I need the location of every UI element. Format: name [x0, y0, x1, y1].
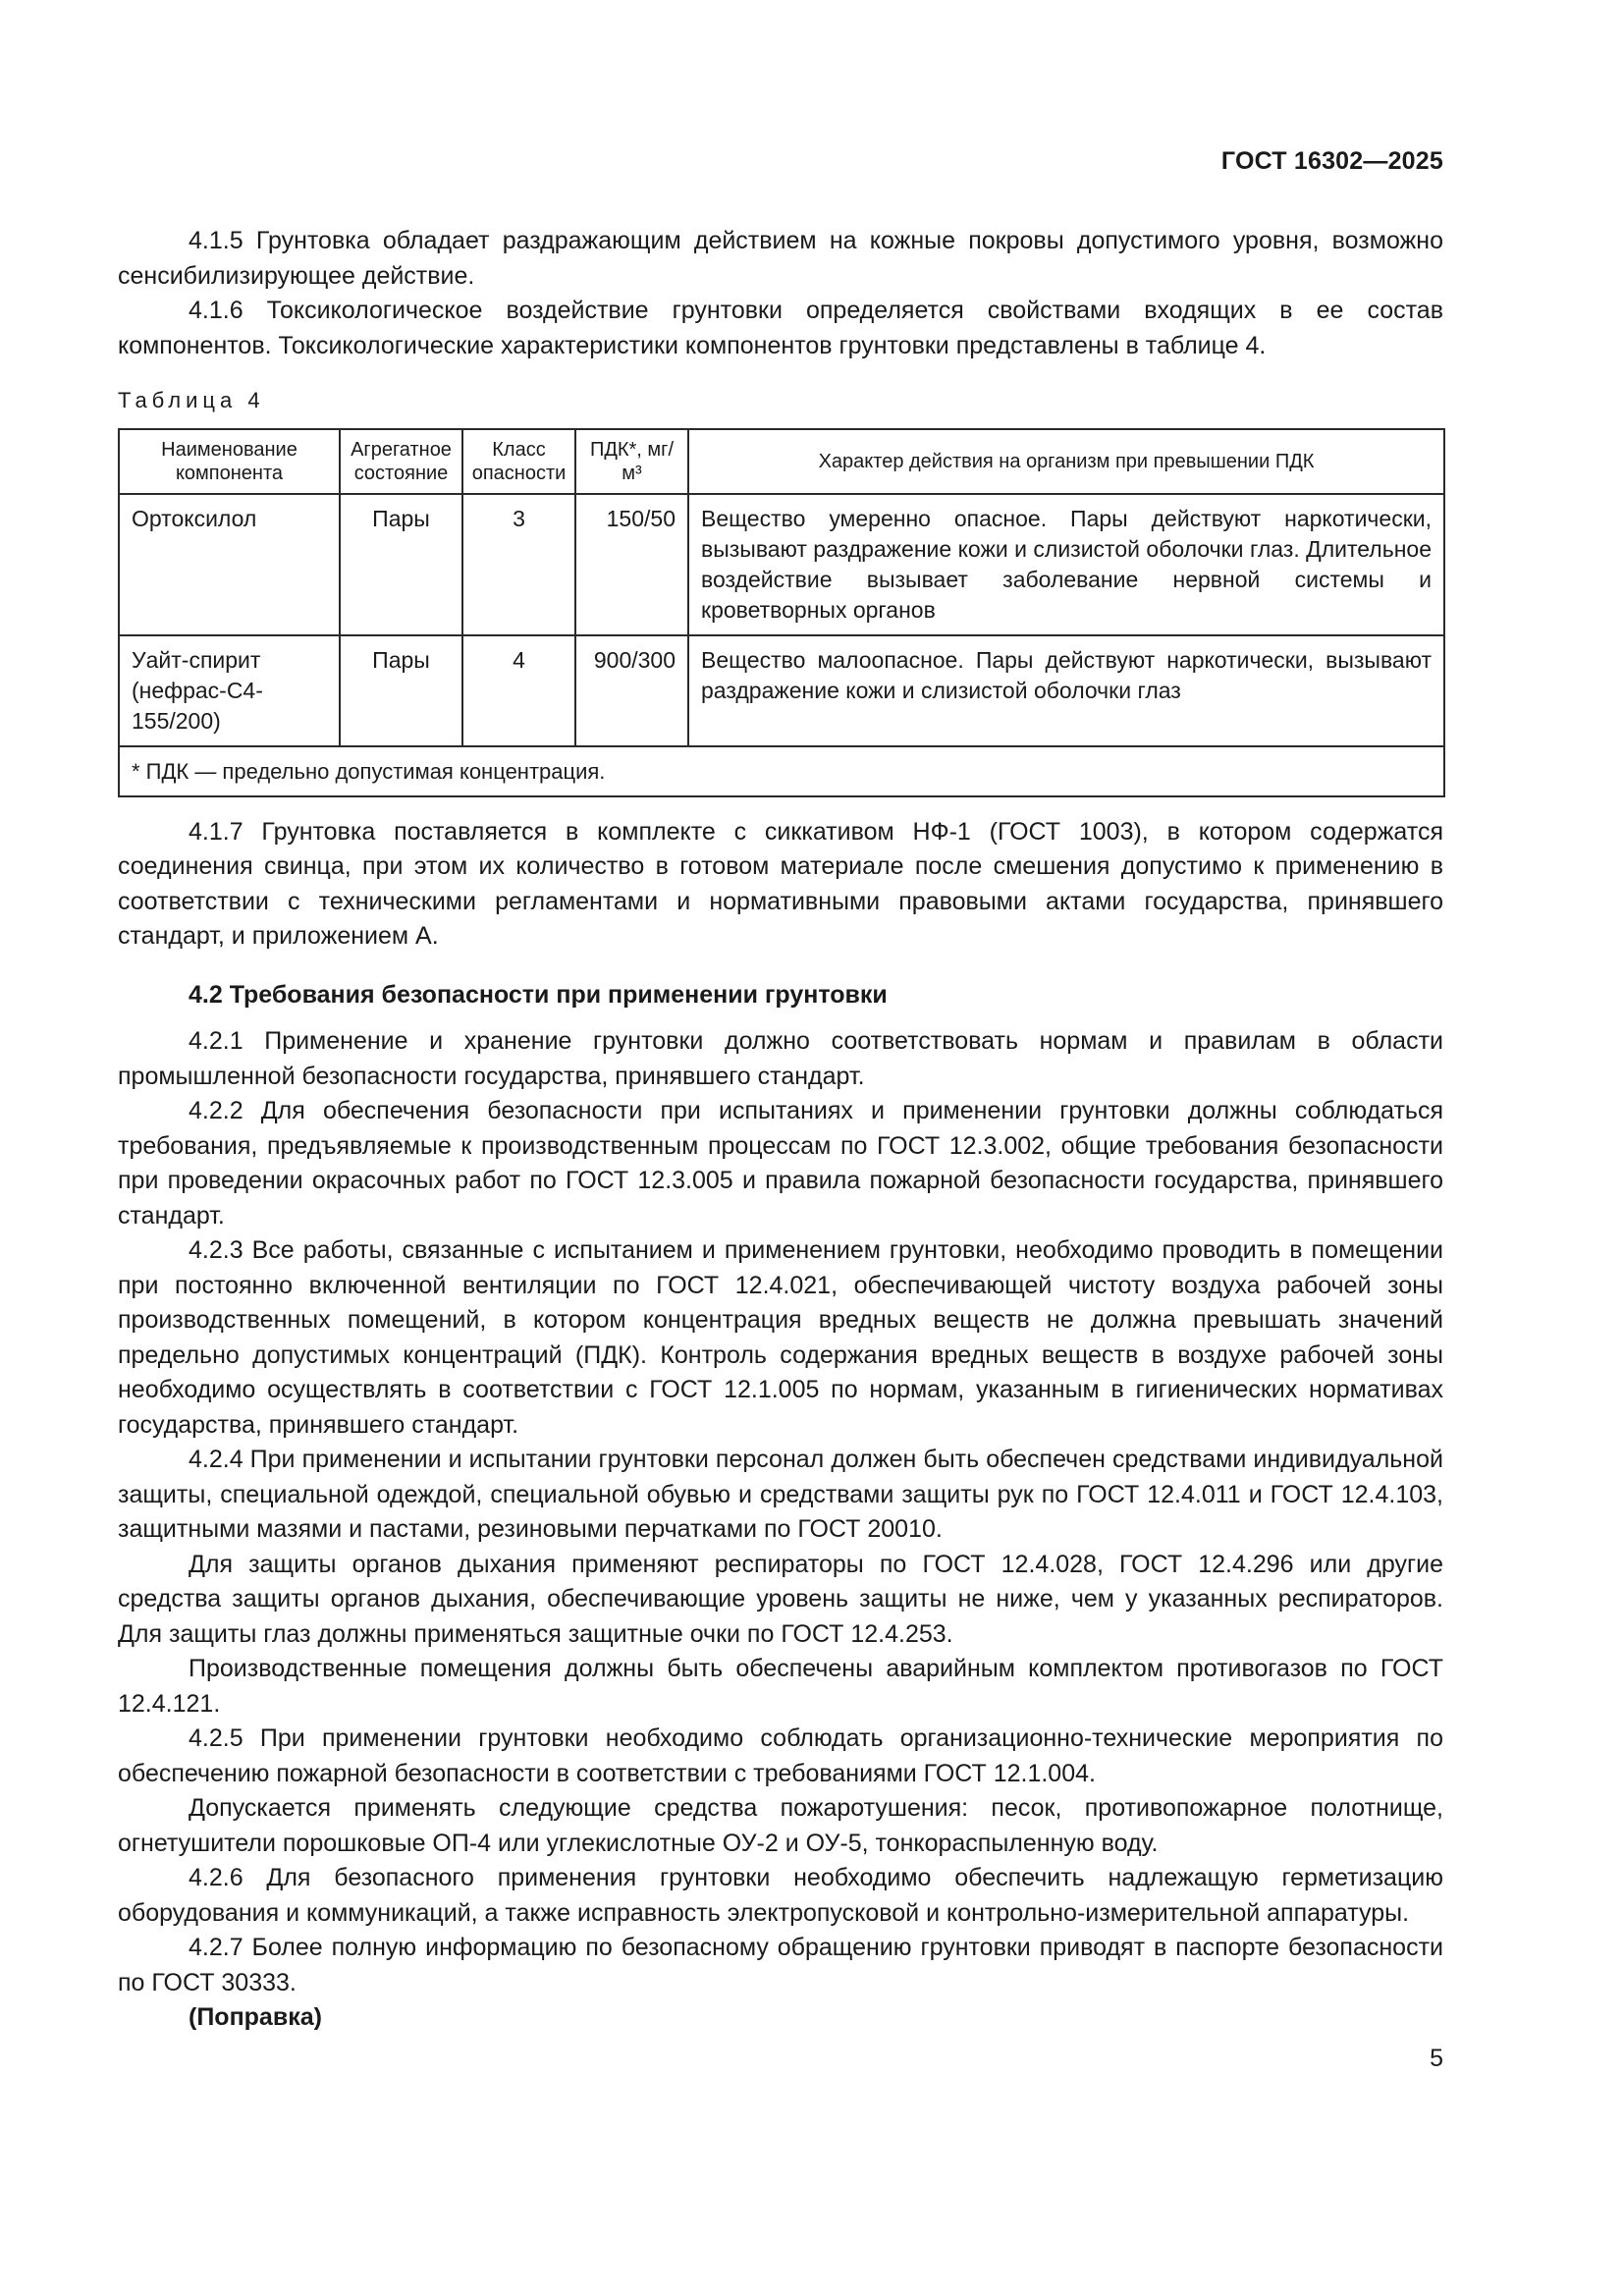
header-effect: Характер действия на организм при превышении ПДК [688, 429, 1444, 494]
cell-component-name: Ортоксилол [119, 494, 340, 635]
paragraph-respiratory-protection: Для защиты органов дыхания применяют респираторы по ГОСТ 12.4.028, ГОСТ 12.4.296 или другие средства защиты органов дыхания, обеспечивающие уровень защиты не ниже, чем у указанных респираторов. Для защиты глаз должны применяться защитные очки по ГОСТ 12.4.253. [118, 1550, 1443, 1648]
amendment-note: (Поправка) [189, 2003, 322, 2031]
paragraph-4-1-7: 4.1.7 Грунтовка поставляется в комплекте с сиккативом НФ-1 (ГОСТ 1003), в котором содержатся соединения свинца, при этом их количество в готовом материале после смешения допустимо к применению в соответствии с техническими регламентами и нормативными правовыми актами государства, принявшего стандарт, и приложением А. [118, 817, 1443, 950]
paragraph-4-2-3: 4.2.3 Все работы, связанные с испытанием и применением грунтовки, необходимо проводить в помещении при постоянно включенной вентиляции по ГОСТ 12.4.021, обеспечивающей чистоту воздуха рабочей зоны производственных помещений, в котором концентрация вредных веществ не должна превышать значений предельно допустимых концентраций (ПДК). Контроль содержания вредных веществ в воздухе рабочей зоны необходимо осуществлять в соответствии с ГОСТ 12.1.005 по нормам, указанным в гигиенических нормативах государства, принявшего стандарт. [118, 1236, 1443, 1439]
page-content [118, 224, 1443, 2036]
cell-pdk: 900/300 [575, 635, 688, 746]
page-number: 5 [1430, 2045, 1443, 2072]
header-component-name: Наименование компонента [119, 429, 340, 494]
toxicology-table [118, 428, 1445, 797]
header-hazard-class: Класс опасности [462, 429, 575, 494]
header-aggregate-state: Агрегатное состояние [340, 429, 462, 494]
section-heading-4-2: 4.2 Требования безопасности при применении грунтовки [189, 980, 888, 1009]
cell-aggregate-state: Пары [340, 494, 462, 635]
paragraph-4-2-4: 4.2.4 При применении и испытании грунтовки персонал должен быть обеспечен средствами индивидуальной защиты, специальной одеждой, специальной обувью и средствами защиты рук по ГОСТ 12.4.011 и ГОСТ 12.4.103, защитными мазями и пастами, резиновыми перчатками по ГОСТ 20010. [118, 1446, 1443, 1543]
paragraph-4-2-7: 4.2.7 Более полную информацию по безопасному обращению грунтовки приводят в паспорте безопасности по ГОСТ 30333. [118, 1934, 1443, 1996]
paragraph-fire-extinguishing: Допускается применять следующие средства пожаротушения: песок, противопожарное полотнище, огнетушители порошковые ОП-4 или углекислотные ОУ-2 и ОУ-5, тонкораспыленную воду. [118, 1794, 1443, 1857]
table-caption: Таблица 4 [118, 388, 265, 412]
table-row [119, 635, 1444, 746]
cell-hazard-class: 4 [462, 635, 575, 746]
table-row [119, 494, 1444, 635]
header-pdk: ПДК*, мг/м³ [575, 429, 688, 494]
cell-effect: Вещество малоопасное. Пары действуют наркотически, вызывают раздражение кожи и слизистой оболочки глаз [688, 635, 1444, 746]
table-header-row [119, 429, 1444, 494]
paragraph-4-2-6: 4.2.6 Для безопасного применения грунтовки необходимо обеспечить надлежащую герметизацию оборудования и коммуникаций, а также исправность электропусковой и контрольно-измерительной аппаратуры. [118, 1864, 1443, 1927]
cell-hazard-class: 3 [462, 494, 575, 635]
paragraph-4-1-5: 4.1.5 Грунтовка обладает раздражающим действием на кожные покровы допустимого уровня, возможно сенсибилизирующее действие. [118, 227, 1443, 290]
paragraph-4-2-1: 4.2.1 Применение и хранение грунтовки должно соответствовать нормам и правилам в области промышленной безопасности государства, принявшего стандарт. [118, 1027, 1443, 1090]
document-code-header: ГОСТ 16302—2025 [1220, 147, 1443, 175]
cell-pdk: 150/50 [575, 494, 688, 635]
paragraph-4-2-5: 4.2.5 При применении грунтовки необходимо соблюдать организационно-технические мероприятия по обеспечению пожарной безопасности в соответствии с требованиями ГОСТ 12.1.004. [118, 1724, 1443, 1787]
table-footnote-row [119, 746, 1444, 796]
cell-component-name: Уайт-спирит (нефрас-С4-155/200) [119, 635, 340, 746]
table-footnote: * ПДК — предельно допустимая концентрация. [119, 746, 1444, 796]
cell-aggregate-state: Пары [340, 635, 462, 746]
paragraph-4-2-2: 4.2.2 Для обеспечения безопасности при испытаниях и применении грунтовки должны соблюдаться требования, предъявляемые к производственным процессам по ГОСТ 12.3.002, общие требования безопасности при проведении окрасочных работ по ГОСТ 12.3.005 и правила пожарной безопасности государства, принявшего стандарт. [118, 1097, 1443, 1230]
paragraph-gas-masks: Производственные помещения должны быть обеспечены аварийным комплектом противогазов по ГОСТ 12.4.121. [118, 1655, 1443, 1718]
paragraph-4-1-6: 4.1.6 Токсикологическое воздействие грунтовки определяется свойствами входящих в ее состав компонентов. Токсикологические характеристики компонентов грунтовки представлены в таблице 4. [118, 297, 1443, 359]
cell-effect: Вещество умеренно опасное. Пары действуют наркотически, вызывают раздражение кожи и слизистой оболочки глаз. Длительное воздействие вызывает заболевание нервной системы и кроветворных органов [688, 494, 1444, 635]
